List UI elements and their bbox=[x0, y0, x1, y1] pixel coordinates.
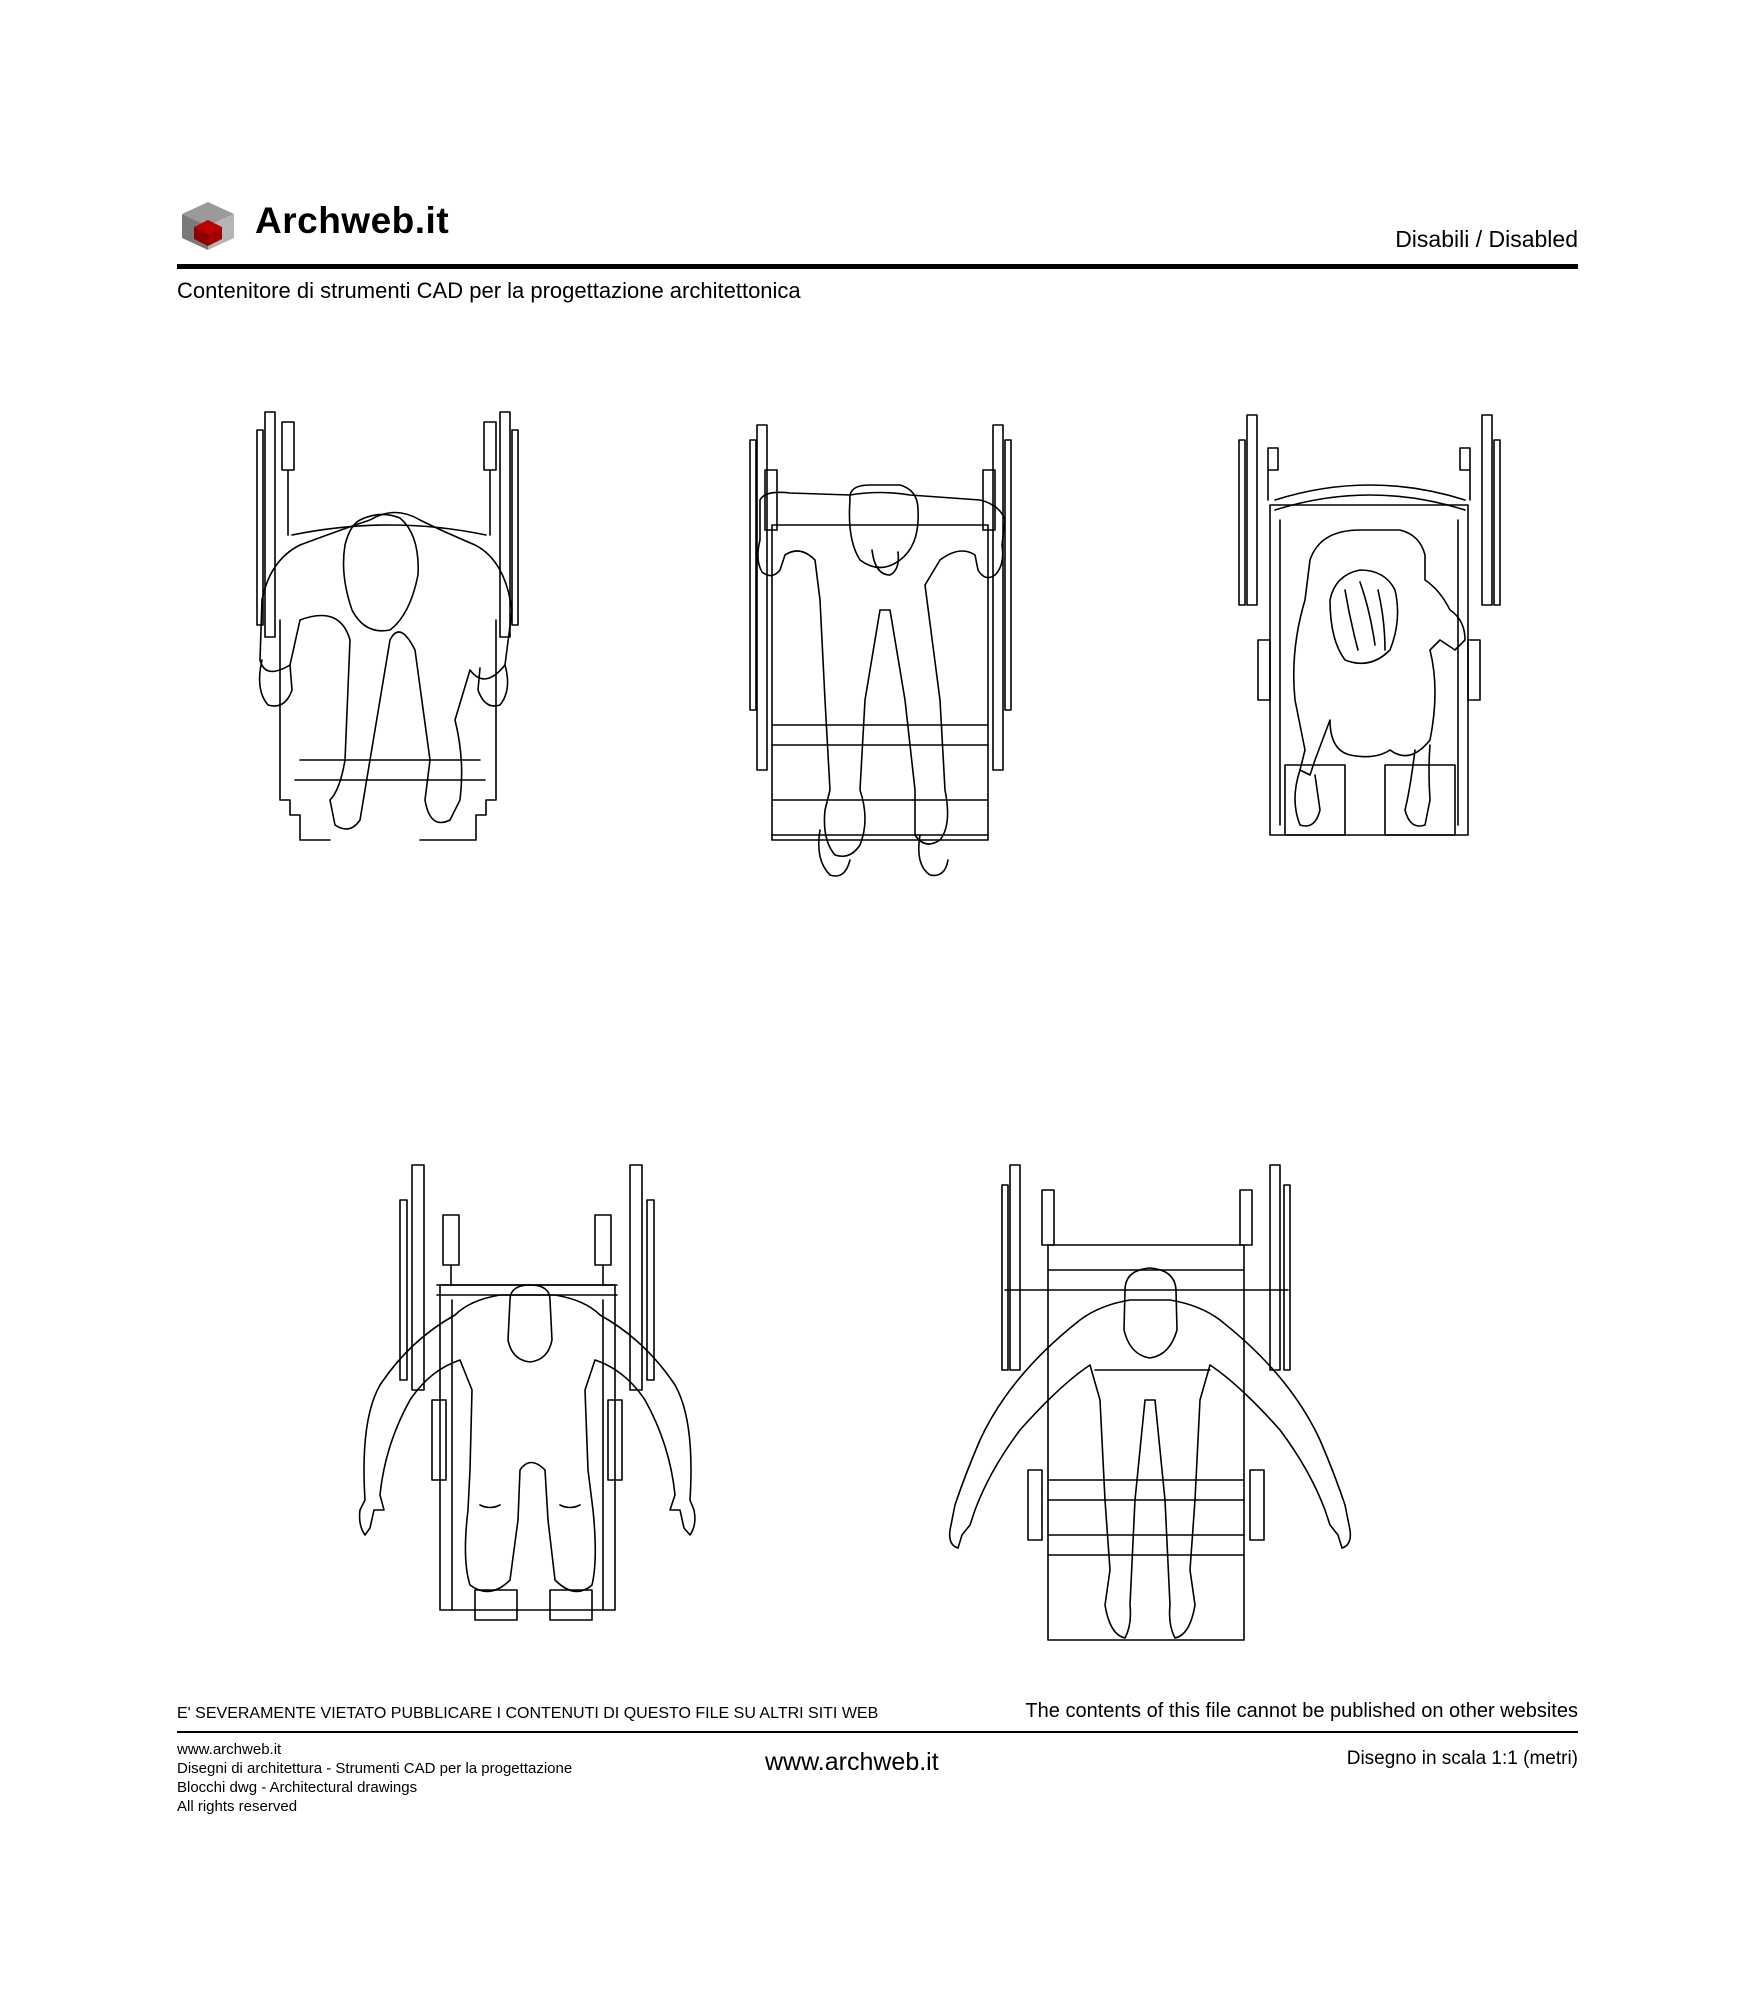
footer-line-blocks: Blocchi dwg - Architectural drawings bbox=[177, 1779, 418, 1796]
footer-line-description: Disegni di architettura - Strumenti CAD per la progettazione bbox=[177, 1760, 573, 1777]
wheelchair-user-leaning-forward bbox=[257, 412, 518, 840]
subtitle: Contenitore di strumenti CAD per la progettazione architettonica bbox=[177, 278, 801, 303]
wheelchair-user-arms-outstretched bbox=[360, 1165, 695, 1620]
brand-name: Archweb.it bbox=[255, 200, 450, 241]
footer-website-link[interactable]: www.archweb.it bbox=[765, 1748, 939, 1776]
category-title: Disabili / Disabled bbox=[1395, 226, 1578, 252]
footer-line-url: www.archweb.it bbox=[177, 1741, 282, 1758]
footer-line-rights: All rights reserved bbox=[177, 1798, 298, 1815]
wheelchair-user-turned bbox=[1239, 415, 1500, 835]
scale-note: Disegno in scala 1:1 (metri) bbox=[1346, 1748, 1578, 1769]
footer-divider bbox=[177, 1731, 1578, 1733]
warning-english: The contents of this file cannot be published on other websites bbox=[1025, 1700, 1578, 1722]
person-standing-arms-outstretched bbox=[950, 1165, 1351, 1640]
person-standing-behind-wheelchair bbox=[750, 425, 1011, 876]
warning-italian: E' SEVERAMENTE VIETATO PUBBLICARE I CONTENUTI DI QUESTO FILE SU ALTRI SITI WEB bbox=[177, 1705, 879, 1722]
footer-credits bbox=[177, 1740, 572, 1816]
